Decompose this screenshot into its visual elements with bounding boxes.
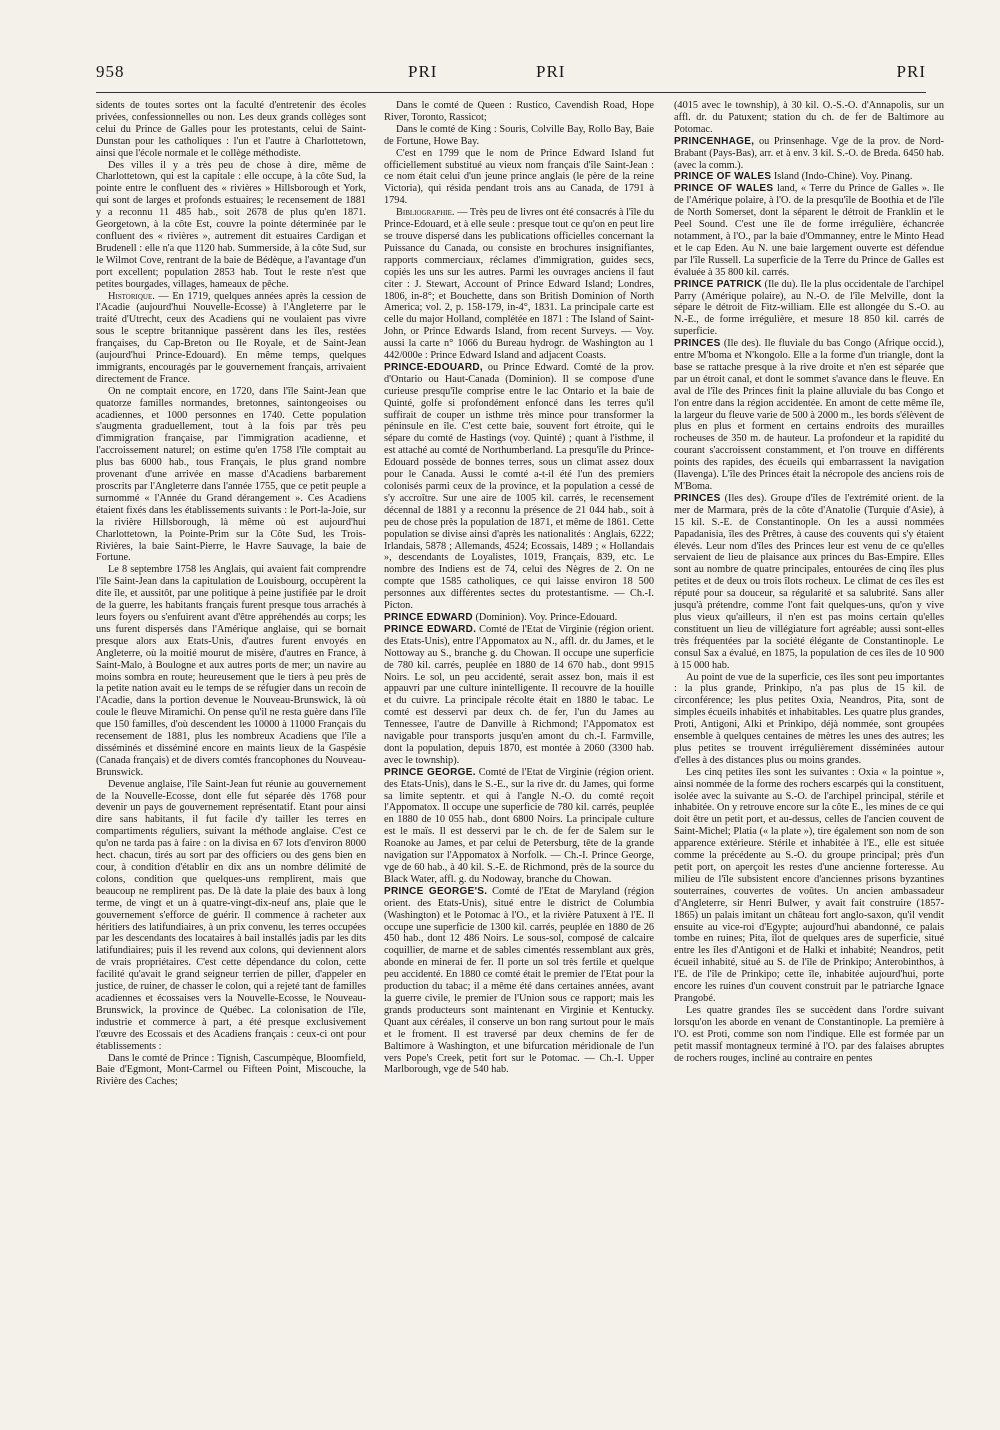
- paragraph: Dans le comté de Queen : Rustico, Cavendish Road, Hope River, Toronto, Rassicot;: [384, 100, 654, 123]
- running-header: [96, 62, 926, 96]
- entry-headword: PRINCE OF WALES: [674, 183, 774, 195]
- column-1: [96, 100, 366, 1410]
- entry-headword: PRINCE EDWARD: [384, 611, 473, 623]
- entry-headword: PRINCE EDWARD.: [384, 623, 477, 635]
- running-head-right: PRI: [896, 62, 926, 81]
- paragraph: Les cinq petites îles sont les suivantes : Oxia « la pointue », ainsi nommée de la forme des rochers escarpés qui la constituent, isolée avec la suivante au S.-O. de l'archipel principal, stérile et inhabitée. On y retrouve encore sur la côte E., les mines de ce qui doit être un petit port, et au-dessus, celles de l'ancien couvent de Saint-Michel; Platia (« la plate »), tire également son nom de son apparence extérieure. Stérile et inhabitée à l'E., elle est située comme la précédente au S.-O. du groupe principal; près d'un petit port, on aperçoit les restes d'une ancienne forteresse. Au milieu de l'île subsistent encore d'anciennes prisons byzantines souterraines, couvertes de voûtes. Un ancien ambassadeur d'Angleterre, sir Henri Bulwer, y avait fait construire (1857-1865) un palais imitant un château fort anglo-saxon, qu'il vendit ensuite au vice-roi d'Egypte; aujourd'hui abandonné, ce palais tombe en ruines; Pita, îlot de quelques ares de superficie, situé entre les îles d'Antigoni et de Halki et inhabité; Neandros, petit écueil inhabité, situé au S. de l'île de Prinkipo; Anterobinthos, à l'E. de l'île de Prinkipo; cette île, inhabitée aujourd'hui, porte encore les ruines d'un couvent construit par le patriarche Ignace Prangobé.: [674, 766, 944, 1004]
- page-number: 958: [96, 62, 125, 81]
- entry-headword: PRINCE-EDOUARD,: [384, 361, 483, 373]
- entry-text: (Iles des). Groupe d'îles de l'extrémité orient. de la mer de Marmara, près de la côte d'Anatolie (Turquie d'Asie), à 15 kil. S.-E. de Constantinople. On les a aussi nommées Papadanisia, îles des Prêtres, à cause des couvents qui s'y étaient élevés. Leur nom d'îles des Princes leur est venu de ce qu'elles servaient de lieu de plaisance aux princes du Bas-Empire. Elles sont au nombre de quatre principales, entourées de cinq îles plus petites et de deux ou trois îlots rocheux. Le climat de ces îles est réputé pour sa douceur, sa régularité et sa salubrité. Sans aller jusqu'à prétendre, comme l'ont fait quelques-uns, qu'on y vive plus vieux qu'ailleurs, il n'en est pas moins certain qu'elles constituent un lieu de villégiature fort agréable; aussi sont-elles très fréquentées par la société élégante de Constantinople. Le consul Sax a évalué, en 1875, la population de ces îles de 10 900 à 15 000 hab.: [674, 492, 944, 671]
- entry-text: land, « Terre du Prince de Galles ». Ile de l'Amérique polaire, à l'O. de la presqu'île de Boothia et de l'île de North Somerset, dont la séparent le détroit de Franklin et le Peel Sound. C'est une île de forme irrégulière, échancrée notamment, à l'O., par la baie d'Ommanney, entre le Minto Head et le cap Eden. Au N. une baie largement ouverte est défendue par l'île Russell. La superficie de la Terre du Prince de Galles est évaluée à 35 800 kil. carrés.: [674, 183, 944, 278]
- entry-headword: PRINCES: [674, 338, 721, 350]
- paragraph: Des villes il y a très peu de chose à dire, même de Charlottetown, qui est la capitale : elle occupe, à la côte Sud, la pointe entre le confluent des « rivières » Hillsborough et York, qui sont de larges et profonds estuaires; le recensement de 1881 y a reconnu 11 485 hab., soit 2678 de plus qu'en 1871. Georgetown, à la côte Est, couvre la pointe déterminée par le confluent des « rivières », autrement dit estuaires Cardigan et Brudenell : elle n'a que 1120 hab. Summerside, à la côte Sud, sur le Wilmot Cove, rentrant de la baie de Bédèque, a l'avantage d'un port excellent; population 2853 hab. Tout le reste n'est que petites bourgades, villages, hameaux de pêche.: [96, 159, 366, 290]
- paragraph: On ne comptait encore, en 1720, dans l'île Saint-Jean que quatorze familles normandes, bretonnes, saintongeoises ou acadiennes, et 1000 personnes en 1740. Cette population s'augmenta graduellement, tout à la fois par très peu d'immigration française, par l'immigration acadienne, et l'accroissement naturel; on estime qu'en 1758 l'île comptait au plus bas 6000 hab., tous Français, le plus grand nombre provenant d'une arrivée en masse d'Acadiens barbarement proscrits par l'Angleterre dans l'année 1755, que ce petit peuple a surnommé « l'Année du Grand dérangement ». Ces Acadiens étaient fixés dans les établissements suivants : le Port-la-Joie, sur la rivière Hillsborough, là même où est aujourd'hui Charlottetown, la Pointe-Prim sur la Côte Sud, les Trois-Rivières, la baie Saint-Pierre, le Havre Sauvage, la baie de Fortune.: [96, 385, 366, 564]
- paragraph-text: — En 1719, quelques années après la cession de l'Acadie (aujourd'hui Nouvelle-Ecosse) à l'Angleterre par le traité d'Utrecht, ceux des Acadiens qui ne voulaient pas vivre sous le sceptre britannique passèrent dans les îles, restées françaises, du Cap-Breton ou Ile Royale, et de Saint-Jean (aujourd'hui Prince-Edouard). En même temps, quelques immigrants, encouragés par le gouvernement français, arrivaient directement de France.: [96, 290, 366, 385]
- entry-headword: PRINCE GEORGE'S.: [384, 885, 488, 897]
- column-2: [384, 100, 654, 1410]
- entry-headword: PRINCES: [674, 492, 721, 504]
- column-3: [674, 100, 944, 1410]
- entry-text: Comté de l'Etat de Virginie (région orient. des Etats-Unis), dans le S.-E., sur la rive dr. du James, qui forme sa limite septentr. et qui à l'angle N.-O. du comté reçoit l'Appomatox. Il occupe une superficie de 780 kil. carrés, peuplée en 1880 de 10 055 hab., dont 6800 Noirs. La principale culture est le maïs. Il est desservi par le ch. de fer de Salem sur le Roanoke au James, et par celui de Petersburg, tête de la grande navigation sur l'Appomatox à Norfolk. — Ch.-I. Prince George, vge de 60 hab., à 40 kil. S.-E. de Richmond, près de la source du Black Water, affl. g. du Nodoway, branche du Chowan.: [384, 766, 654, 885]
- entry-text: ou Prinsenhage. Vge de la prov. de Nord-Brabant (Pays-Bas), arr. et à env. 3 kil. S.-O. de Breda. 6450 hab. (avec la comm.).: [674, 135, 944, 171]
- entry-text: (Dominion). Voy. Prince-Edouard.: [472, 611, 618, 623]
- running-head-center: PRI: [536, 62, 566, 81]
- entry-headword: PRINCE PATRICK: [674, 278, 762, 290]
- entry-text: (Ile des). Ile fluviale du bas Congo (Afrique occid.), entre M'boma et N'kongolo. Elle a la forme d'un triangle, dont la base se rattache presque à la rive droite et n'en est séparée que par un étroit canal, et dont le sommet s'avance dans le fleuve. En aval de l'île des Princes finit la plaine alluviale du bas Congo et l'on entre dans la région accidentée. En amont de cette même île, la largeur du fleuve varie de 500 à 2000 m., les bords s'élèvent de plus en plus et forment en certains endroits des murailles rocheuses de 350 m. de hauteur. La profondeur et la rapidité du courant s'accroissent constamment, et l'on trouve en différents points des rapides, des écueils qui embarrassent la navigation (Ilavenga). L'île des Princes était la nécropole des anciens rois de M'Boma.: [674, 338, 944, 492]
- text-columns: [96, 100, 944, 1410]
- entry-headword: PRINCENHAGE,: [674, 135, 755, 147]
- entry-text: (Ile du). Ile la plus occidentale de l'archipel Parry (Amérique polaire), au N.-O. de l'île Melville, dont la sépare le détroit de Fitz-william. Elle est allongée du S.-O. au N.-E., de forme irrégulière, et mesure 18 850 kil. carrés de superficie.: [674, 278, 944, 338]
- paragraph: Le 8 septembre 1758 les Anglais, qui avaient fait comprendre l'île Saint-Jean dans la capitulation de Louisbourg, occupèrent la dite île, et aussitôt, par une politique à peine justifiée par le droit de la guerre, les habitants français furent presque tous arrachés à leurs foyers ou s'enfuirent avant d'être appréhendés au corps; les uns furent dispersés dans l'Amérique anglaise, qui se bornait presque alors aux Etats-Unis, d'autres furent envoyés en Angleterre, où la moitié mourut de misère, d'autres en France, à Saint-Malo, à Boulogne et aux autres ports de mer; un navire au moins sombra en route; heureusement que le tiers à peu près de la petite nation avait eu le temps de se réfugier dans un recoin de l'Acadie, dans la portion devenue le Nouveau-Brunswick, là où coule le fleuve Miramichi. On pense qu'il ne resta guère dans l'île que 150 familles, d'où descendent les 10000 à 11000 Français du recensement de 1881, plus les nombreux Acadiens que l'île a disséminés et disséminé encore en maints lieux de la Gaspésie (Canada français) et de divers comtés francophones du Nouveau-Brunswick.: [96, 564, 366, 778]
- paragraph-text: — Très peu de livres ont été consacrés à l'île du Prince-Edouard, et à elle seule : presque tout ce qu'on en peut lire se trouve dispersé dans les publications officielles concernant la Puissance du Canada, ou consiste en brochures insignifiantes, rapports commerciaux, réclames d'immigration, guides secs, copiés les uns sur les autres. Parmi les ouvrages anciens il faut citer : J. Stewart, Account of Prince Edward Island; Londres, 1806, in-8°; et Bouchette, dans son British Dominion of North America; vol. 2, p. 158-179, in-4°, 1831. La principale carte est celle du major Holland, complétée en 1871 : The Island of Saint-John, or Prince Edwards Island, from recent Surveys. — Voy. aussi la carte n° 1066 du Bureau hydrogr. de Washington au 1 442/000e : Prince Edward Island and adjacent Coasts.: [384, 207, 654, 362]
- section-label: Bibliographie.: [396, 207, 455, 219]
- paragraph: C'est en 1799 que le nom de Prince Edward Island fut officiellement substitué au vieux nom français d'île Saint-Jean : ce nom était celui d'un jeune prince anglais (le père de la reine Victoria), qui résida pendant trois ans au Canada, de 1791 à 1794.: [384, 147, 654, 207]
- running-head-left: PRI: [408, 62, 438, 81]
- paragraph: Dans le comté de King : Souris, Colville Bay, Rollo Bay, Baie de Fortune, Howe Bay.: [384, 123, 654, 147]
- paragraph: Les quatre grandes îles se succèdent dans l'ordre suivant lorsqu'on les aborde en venant de Constantinople. La première à l'O. est Proti, comme son nom l'indique. Elle est formée par un petit massif montagneux terminé à l'O. par des falaises abruptes de rochers rouges, incliné au contraire en pentes: [674, 1004, 944, 1064]
- entry-text: Island (Indo-Chine). Voy. Pinang.: [771, 171, 913, 183]
- entry-headword: PRINCE OF WALES: [674, 171, 772, 183]
- entry-text: Comté de l'Etat de Virginie (région orient. des Etats-Unis), entre l'Appomatox au N., affl. dr. du James, et le Nottoway au S., branche g. du Chowan. Il occupe une superficie de 780 kil. carrés, peuplée en 1880 de 14 670 hab., dont 9915 Noirs. Le sol, un peu accidenté, serait assez bon, mais il est appauvri par une culture inintelligente. Il recouvre de la houille et du cuivre. La principale récolte était en 1880 le tabac. Le comté est desservi par deux ch. de fer, l'un du James au Tennessee, l'autre de Danville à Richmond; l'Appomatox est navigable pour transports jusqu'en amont du ch.-I. Farmville, dont la population, depuis 1870, est montée à 2060 (3300 hab. avec le township).: [384, 623, 654, 766]
- section-label: Historique.: [108, 290, 155, 302]
- paragraph: Devenue anglaise, l'île Saint-Jean fut réunie au gouvernement de la Nouvelle-Ecosse, dont elle fut séparée dès 1768 pour devenir un pays de gouvernement représentatif. Etant pour ainsi dire sans habitants, il fut facile d'y tailler les terres en compartiments réguliers, suivant la méthode anglaise. C'est ce qu'on ne tarda pas à faire : on la divisa en 67 lots d'environ 8000 hect. chacun, tirés au sort par des officiers ou des gens bien en cour, à condition d'établir en dix ans un nombre délimité de colons, condition que quelques-uns remplirent, mais que beaucoup ne remplirent pas. De là date la plaie des baux à long terme, de vingt et un à quatre-vingt-dix-neuf ans, plaie que le gouvernement s'efforce de guérir. Il commence à racheter aux héritiers des latifundiaires, à un prix convenu, les terres occupées par les descendants des locataires à bail installés jadis par les dits latifundiaires; puis il les revend aux colons, qui deviennent alors de vrais propriétaires. C'est cette dépendance du colon, cette facilité qu'avait le grand seigneur terrien de piller, d'appeler en justice, de ruiner, de chasser le colon, qui a rejeté tant de familles acadiennes et écossaises vers la Nouvelle-Ecosse, le Nouveau-Brunswick, la province de Québec. La colonisation de l'île, industrie et commerce à part, a été presque exclusivement l'œuvre des Ecossais et des Acadiens français : ceux-ci ont pour établissements :: [96, 778, 366, 1052]
- paragraph: sidents de toutes sortes ont la faculté d'entretenir des écoles privées, confessionnelles ou non. Les deux grands collèges sont celui du Prince de Galles pour les protestants, celui de Saint-Dunstan pour les catholiques : l'un et l'autre à Charlottetown, ainsi que l'école normale et le collège méthodiste.: [96, 100, 366, 159]
- paragraph: [96, 291, 366, 386]
- paragraph: [384, 207, 654, 362]
- entry-headword: PRINCE GEORGE.: [384, 766, 476, 778]
- paragraph: Au point de vue de la superficie, ces îles sont peu importantes : la plus grande, Prinkipo, n'a pas plus de 15 kil. de circonférence; les plus petites Oxia, Neandros, Pita, sont de simples écueils inhabités et inhabitables. Les quatre plus grandes, Proti, Antigoni, Alki et Prinkipo, déjà nommée, sont groupées ensemble à quelques centaines de mètres les unes des autres; les plus petites se trouvent irrégulièrement disséminées autour d'elles à des distances plus ou moins grandes.: [674, 671, 944, 766]
- entry-text: Comté de l'Etat de Maryland (région orient. des Etats-Unis), situé entre le district de Columbia (Washington) et le Potomac à l'O., et la rivière Patuxent à l'E. Il occupe une superficie de 1300 kil. carrés, peuplée en 1880 de 26 450 hab., dont 12 486 Noirs. Le sous-sol, composé de calcaire coquillier, de marne et de sables cimentés ressemblant aux grès, abonde en minerai de fer. Il porte un sol très fertile et quelque peu accidenté. En 1880 ce comté était le premier de l'Etat pour la production du tabac; il a même été dans certaines années, avant la guerre civile, le premier de l'Union sous ce rapport; mais les grands producteurs sont maintenant en Virginie et Kentucky. Quant aux céréales, il conserve un bon rang surtout pour le maïs et le froment. Il est traversé par deux chemins de fer de Baltimore à Washington, et une bifurcation méridionale de l'un vers Pope's Creek, petit fort sur le Potomac. — Ch.-I. Upper Marlborough, vge de 540 hab.: [384, 885, 655, 1076]
- header-rule: [96, 92, 926, 93]
- paragraph: (4015 avec le township), à 30 kil. O.-S.-O. d'Annapolis, sur un affl. dr. du Patuxent; station du ch. de fer de Baltimore au Potomac.: [674, 100, 944, 135]
- paragraph: Dans le comté de Prince : Tignish, Cascumpèque, Bloomfield, Baie d'Egmont, Mont-Carmel ou Fifteen Point, Miscouche, la Rivière des Caches;: [96, 1052, 366, 1088]
- entry-text: ou Prince Edward. Comté de la prov. d'Ontario ou Haut-Canada (Dominion). Il se compose d'une curieuse presqu'île comprise entre le lac Ontario et la baie de Quinté, golfe si profondément enfoncé dans les terres qu'il suffirait de couper un isthme très mince pour transformer la péninsule en île. C'est cette baie, souvent fort étroite, qui le sépare du comté de Hastings (voy. Quinté) ; quant à l'isthme, il est attaché au comté de Northumberland. La presqu'île du Prince-Edouard possède de bonnes terres, sous un climat assez doux pour le Canada. Aussi le comté a-t-il été l'un des premiers colonisés parmi ceux de la province, et la population a cessé de s'y accroître. Sur une aire de 1005 kil. carrés, le recensement décennal de 1881 y a reconnu la présence de 21 044 hab., soit à peu de chose près la population de 1871, et même de 1861. Cette population se divise ainsi d'après les nationalités : Anglais, 6222; Irlandais, 5878 ; Allemands, 4524; Ecossais, 1489 ; « Hollandais », descendants de Loyalistes, 1019, Français, 839, etc. Le nombre des Indiens est de 74, celui des Nègres de 2. On ne compte que 1585 catholiques, ce qui laisse environ 18 500 personnes aux différentes sectes du protestantisme. — Ch.-I. Picton.: [384, 361, 654, 612]
